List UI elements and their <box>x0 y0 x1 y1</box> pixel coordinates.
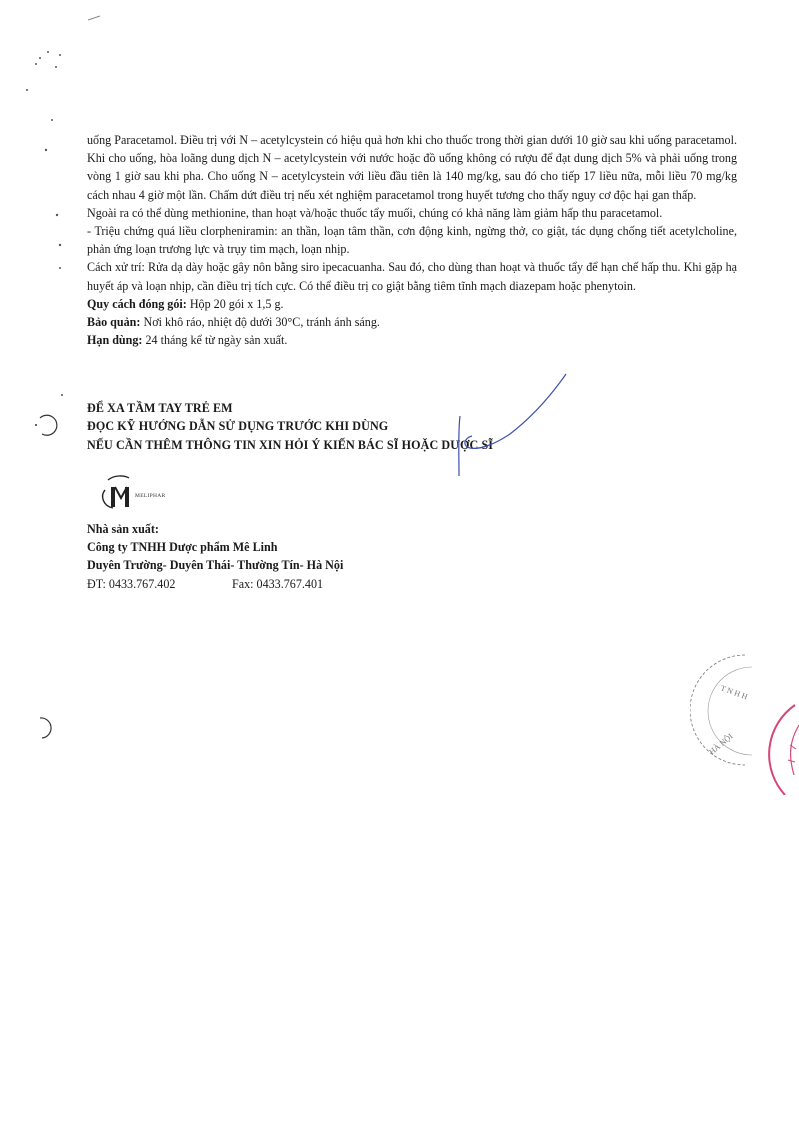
storage-value: Nơi khô ráo, nhiệt độ dưới 30°C, tránh ánh sáng. <box>140 315 380 330</box>
svg-text:T N H H: T N H H <box>719 683 749 702</box>
document-body <box>87 131 737 349</box>
meliphar-logo-icon <box>98 474 134 512</box>
signature-icon <box>440 372 580 482</box>
punch-hole-icon <box>40 415 57 435</box>
expiry-value: 24 tháng kể từ ngày sản xuất. <box>142 333 288 348</box>
company-name: Công ty TNHH Dược phẩm Mê Linh <box>87 540 278 555</box>
packaging-value: Hộp 20 gói x 1,5 g. <box>186 296 284 311</box>
phone-number: ĐT: 0433.767.402 <box>87 576 176 591</box>
svg-text:HÀ NỘI: HÀ NỘI <box>707 731 735 757</box>
paragraph-treatment-method: Cách xử trí: Rửa dạ dày hoặc gây nôn bằng siro ipecacuanha. Sau đó, cho dùng than hoạt và thuốc tẩy để hạn chế hấp thu. Khi gặp hạ huyết áp và loạn nhịp, cần điều trị tích cực. Có thể điều trị co giật bằng tiêm tĩnh mạch diazepam hoặc phenytoin. <box>87 260 737 293</box>
paragraph-clorpheniramin-overdose: - Triệu chứng quá liều clorpheniramin: an thần, loạn tâm thần, cơn động kinh, ngừng thở, co giật, tác dụng chống tiết acetylcholine, phản ứng loạn trương lực và trụy tim mạch, loạn nhịp. <box>87 224 737 257</box>
manufacturer-heading: Nhà sản xuất: <box>87 522 159 536</box>
warning-line: NẾU CẦN THÊM THÔNG TIN XIN HỎI Ý KIẾN BÁC SĨ HOẶC DƯỢC SĨ <box>87 437 494 452</box>
expiry-line <box>87 331 737 349</box>
storage-line <box>87 313 737 331</box>
logo-text: MELIPHAR <box>135 493 166 499</box>
punch-hole-icon <box>40 718 51 738</box>
fax-number: Fax: 0433.767.401 <box>232 576 324 591</box>
company-address: Duyên Trường- Duyên Thái- Thường Tín- Hà Nội <box>87 558 344 573</box>
expiry-label: Hạn dùng: <box>87 333 143 348</box>
paragraph-methionine: Ngoài ra có thể dùng methionine, than hoạt và/hoặc thuốc tẩy muối, chúng có khả năng làm giảm hấp thu paracetamol. <box>87 205 663 220</box>
paragraph-overdose-treatment: uống Paracetamol. Điều trị với N – acetylcystein có hiệu quả hơn khi cho thuốc trong thời gian dưới 10 giờ sau khi uống paracetamol. Khi cho uống, hòa loãng dung dịch N – acetylcystein với nước hoặc đồ uống không có rượu để đạt dung dịch 5% và phải uống trong vòng 1 giờ sau khi pha. Cho uống N – acetylcystein với liều đầu tiên là 140 mg/kg, sau đó cho tiếp 17 liều nữa, mỗi liều 70 mg/kg cách nhau 4 giờ một lần. Chấm dứt điều trị nếu xét nghiệm paracetamol trong huyết tương cho thấy nguy cơ độc hại gan thấp. <box>87 133 737 202</box>
contact-row <box>87 575 487 593</box>
warning-line: ĐỂ XA TẦM TAY TRẺ EM <box>87 401 233 415</box>
warning-line: ĐỌC KỸ HƯỚNG DẪN SỬ DỤNG TRƯỚC KHI DÙNG <box>87 419 389 434</box>
stamp-icon <box>690 645 799 795</box>
company-logo <box>98 474 218 514</box>
packaging-label: Quy cách đóng gói: <box>87 296 187 311</box>
manufacturer-block <box>87 520 487 593</box>
packaging-line <box>87 295 737 313</box>
storage-label: Bảo quản: <box>87 315 141 330</box>
